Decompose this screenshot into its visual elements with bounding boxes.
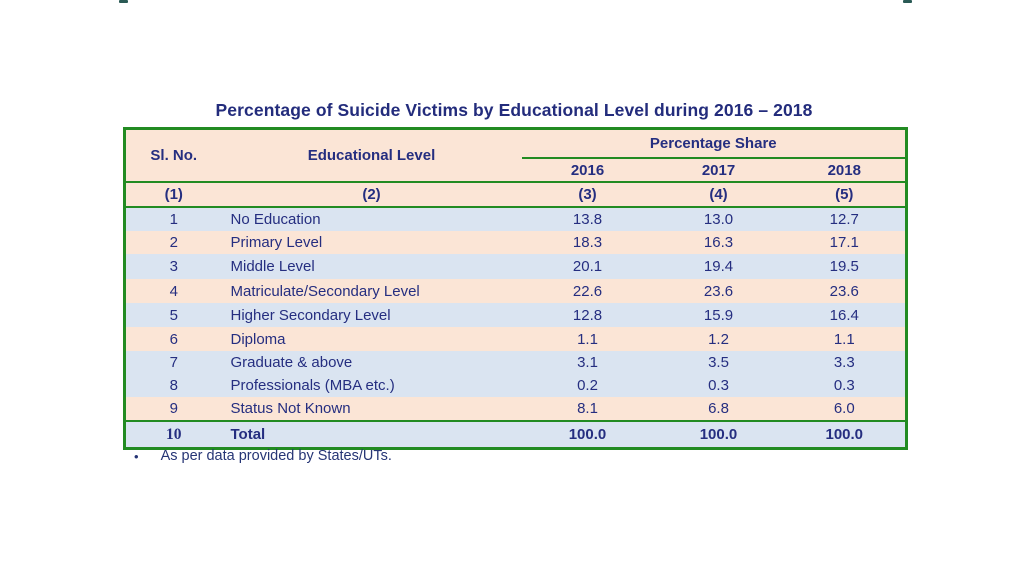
cell-2017: 23.6 xyxy=(654,279,784,303)
cell-2017: 15.9 xyxy=(654,303,784,327)
cell-level: No Education xyxy=(222,207,522,231)
cell-sl-no: 2 xyxy=(125,231,222,254)
cell-2018: 6.0 xyxy=(784,397,907,421)
cell-level: Middle Level xyxy=(222,254,522,279)
col-index-2: (2) xyxy=(222,182,522,207)
header-sl-no: Sl. No. xyxy=(125,129,222,183)
cell-2017: 100.0 xyxy=(654,421,784,449)
cell-2017: 3.5 xyxy=(654,351,784,374)
cell-2016: 0.2 xyxy=(522,374,654,397)
header-educational-level: Educational Level xyxy=(222,129,522,183)
cell-sl-no: 7 xyxy=(125,351,222,374)
top-edge-ink-artifact-right xyxy=(903,0,912,3)
header-year-2018: 2018 xyxy=(784,158,907,182)
page-title: Percentage of Suicide Victims by Educational Level during 2016 – 2018 xyxy=(215,100,813,120)
top-edge-ink-artifact-left xyxy=(119,0,128,3)
table-header-row xyxy=(125,129,907,159)
cell-2018: 12.7 xyxy=(784,207,907,231)
cell-sl-no: 5 xyxy=(125,303,222,327)
table-column-index-row xyxy=(125,182,907,207)
cell-2018: 23.6 xyxy=(784,279,907,303)
cell-2016: 18.3 xyxy=(522,231,654,254)
cell-sl-no: 1 xyxy=(125,207,222,231)
cell-level: Status Not Known xyxy=(222,397,522,421)
cell-sl-no: 4 xyxy=(125,279,222,303)
cell-2018: 19.5 xyxy=(784,254,907,279)
cell-2016: 3.1 xyxy=(522,351,654,374)
education-level-table xyxy=(123,127,908,450)
cell-sl-no: 6 xyxy=(125,327,222,351)
cell-level: Higher Secondary Level xyxy=(222,303,522,327)
cell-2016: 100.0 xyxy=(522,421,654,449)
cell-2016: 8.1 xyxy=(522,397,654,421)
cell-level: Diploma xyxy=(222,327,522,351)
cell-2016: 1.1 xyxy=(522,327,654,351)
table-row xyxy=(125,397,907,421)
cell-sl-no: 10 xyxy=(125,421,222,449)
header-percentage-share: Percentage Share xyxy=(522,129,907,159)
footnote xyxy=(134,448,392,464)
col-index-3: (3) xyxy=(522,182,654,207)
table-row xyxy=(125,231,907,254)
cell-2018: 16.4 xyxy=(784,303,907,327)
cell-level: Matriculate/Secondary Level xyxy=(222,279,522,303)
cell-sl-no: 9 xyxy=(125,397,222,421)
cell-2018: 1.1 xyxy=(784,327,907,351)
cell-2016: 13.8 xyxy=(522,207,654,231)
cell-2017: 19.4 xyxy=(654,254,784,279)
bullet-icon: • xyxy=(134,448,139,464)
footnote-text: As per data provided by States/UTs. xyxy=(160,448,392,464)
cell-2016: 20.1 xyxy=(522,254,654,279)
cell-2017: 13.0 xyxy=(654,207,784,231)
table-total-row xyxy=(125,421,907,449)
header-year-2016: 2016 xyxy=(522,158,654,182)
col-index-1: (1) xyxy=(125,182,222,207)
cell-2018: 3.3 xyxy=(784,351,907,374)
cell-2018: 17.1 xyxy=(784,231,907,254)
cell-2018: 0.3 xyxy=(784,374,907,397)
table-row xyxy=(125,351,907,374)
table-row xyxy=(125,279,907,303)
cell-level: Professionals (MBA etc.) xyxy=(222,374,522,397)
table-row xyxy=(125,207,907,231)
col-index-4: (4) xyxy=(654,182,784,207)
table-row xyxy=(125,303,907,327)
cell-sl-no: 8 xyxy=(125,374,222,397)
col-index-5: (5) xyxy=(784,182,907,207)
cell-2017: 0.3 xyxy=(654,374,784,397)
table-row xyxy=(125,327,907,351)
cell-sl-no: 3 xyxy=(125,254,222,279)
table-row xyxy=(125,254,907,279)
cell-level: Primary Level xyxy=(222,231,522,254)
cell-2016: 22.6 xyxy=(522,279,654,303)
cell-2017: 6.8 xyxy=(654,397,784,421)
cell-level: Graduate & above xyxy=(222,351,522,374)
table-row xyxy=(125,374,907,397)
cell-level: Total xyxy=(222,421,522,449)
header-year-2017: 2017 xyxy=(654,158,784,182)
cell-2018: 100.0 xyxy=(784,421,907,449)
cell-2016: 12.8 xyxy=(522,303,654,327)
cell-2017: 16.3 xyxy=(654,231,784,254)
cell-2017: 1.2 xyxy=(654,327,784,351)
